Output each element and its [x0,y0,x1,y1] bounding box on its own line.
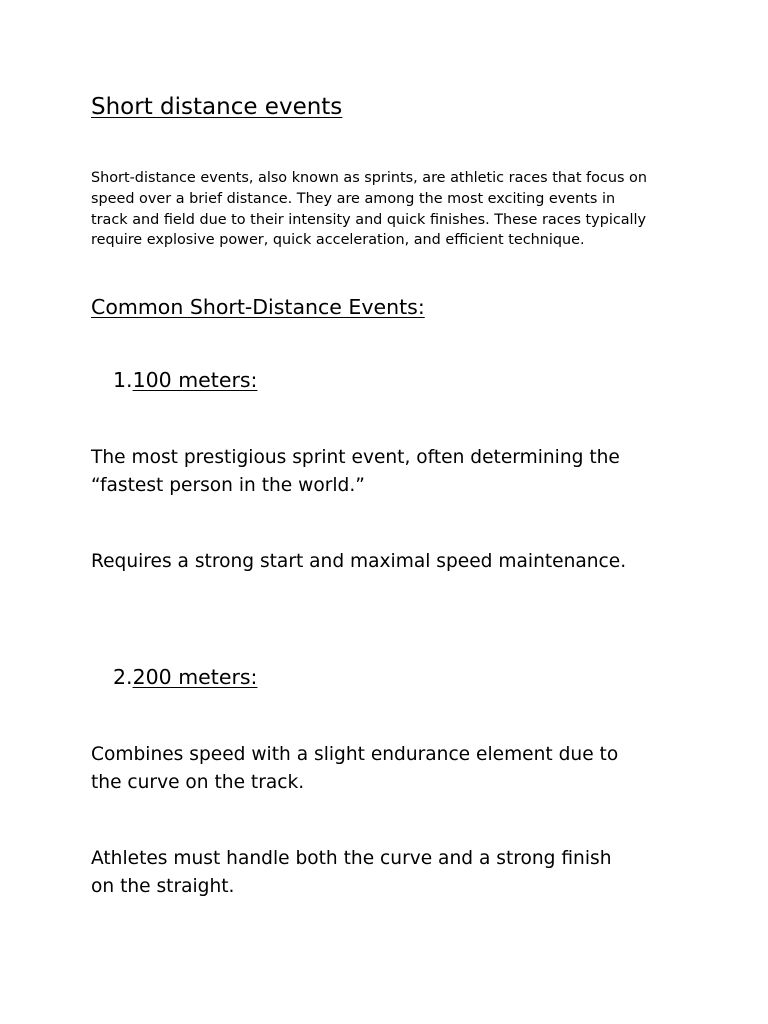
event-heading-200m [113,663,257,691]
paragraph-line: on the straight. [91,876,235,897]
section-heading: Common Short-Distance Events: [91,295,425,319]
paragraph-line: Requires a strong start and maximal speed maintenance. [91,551,627,572]
paragraph-line: Combines speed with a slight endurance element due to [91,744,619,765]
event-paragraph [91,741,618,797]
paragraph-line: Athletes must handle both the curve and a strong finish [91,848,612,869]
paragraph-line: “fastest person in the world.” [91,475,365,496]
intro-paragraph [91,168,691,251]
event-paragraph [91,444,620,500]
event-number: 2. [113,665,133,689]
event-paragraph [91,845,611,901]
event-label: 200 meters: [132,665,258,689]
intro-line: require explosive power, quick acceleration, and efficient technique. [91,232,585,249]
event-paragraph [91,548,626,576]
intro-line: track and field due to their intensity and quick finishes. These races typically [91,211,647,228]
page-title: Short distance events [91,94,343,120]
event-heading-100m [113,366,257,394]
paragraph-line: The most prestigious sprint event, often determining the [91,447,620,468]
intro-line: speed over a brief distance. They are among the most exciting events in [91,190,616,207]
event-label: 100 meters: [132,368,258,392]
event-number: 1. [113,368,133,392]
intro-line: Short-distance events, also known as sprints, are athletic races that focus on [91,170,647,186]
paragraph-line: the curve on the track. [91,772,305,793]
